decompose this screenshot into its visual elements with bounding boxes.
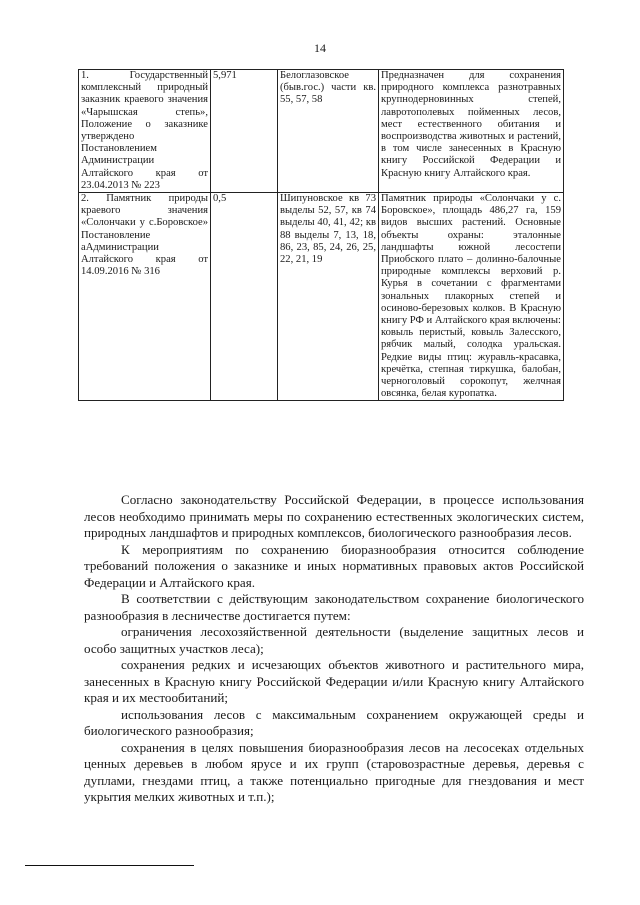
table-row (79, 193, 564, 401)
paragraph: использования лесов с максимальным сохранением окружающей среды и биологического разнообразия; (84, 706, 584, 738)
purpose-cell: Памятник природы «Солончаки у с. Боровское», площадь 486,27 га, 159 видов высших растений. Основные объекты охраны: эталонные ландшафты южной лесостепи Приобского плато – долинно-балочные природные комплексы верховий р. Курья в сочетании с фрагментами зональных плакорных степей и осиново-березовых колков. В Красную книгу РФ и Алтайского края включены: ковыль перистый, ковыль Залесского, рябчик малый, солодка уральская. Редкие виды птиц: журавль-красавка, кречётка, степная тиркушка, балобан, черноголовый сорокопут, желчная овсянка, белая куропатка. (379, 193, 564, 401)
table-row (79, 70, 564, 193)
paragraph: К мероприятиям по сохранению биоразнообразия относится соблюдение требований положения о заказнике и иных нормативных правовых актов Российской Федерации и Алтайского края. (84, 541, 584, 590)
location-cell: Белоглазовское (быв.гос.) части кв. 55, 57, 58 (278, 70, 379, 193)
area-name-cell: 1. Государственный комплексный природный заказник краевого значения «Чарышская степь», Положение о заказнике утверждено Постановлением Администрации Алтайского края от 23.04.2013 № 223 (79, 70, 211, 193)
paragraph: Согласно законодательству Российской Федерации, в процессе использования лесов необходимо принимать меры по сохранению естественных экологических систем, природных ландшафтов и природных комплексов, биологического разнообразия лесов. (84, 492, 584, 540)
paragraph: В соответствии с действующим законодательством сохранение биологического разнообразия в лесничестве достигается путем: (84, 591, 584, 623)
body-text (84, 492, 584, 806)
location-cell: Шипуновское кв 73 выделы 52, 57, кв 74 выделы 40, 41, 42; кв 88 выделы 7, 13, 18, 86, 23, 85, 24, 26, 25, 22, 21, 19 (278, 193, 379, 401)
area-size-cell: 0,5 (211, 193, 278, 401)
footer-rule (25, 865, 194, 866)
area-name-cell: 2. Памятник природы краевого значения «Солончаки у с.Боровское» Постановление аАдминистрации Алтайского края от 14.09.2016 № 316 (79, 193, 211, 401)
paragraph: сохранения редких и исчезающих объектов животного и растительного мира, занесенных в Красную книгу Российской Федерации и/или Красную книгу Алтайского края и их местообитаний; (84, 657, 584, 705)
paragraph: ограничения лесохозяйственной деятельности (выделение защитных лесов и особо защитных участков леса); (84, 624, 584, 656)
page-number: 14 (314, 41, 326, 55)
purpose-cell: Предназначен для сохранения природного комплекса разнотравных крупнодерновинных степей, лавротополевых пойменных лесов, мест естественного обитания и воспроизводства животных и растений, в том числе занесенных в Красную книгу Российской Федерации и Красную книгу Алтайского края. (379, 70, 564, 193)
paragraph: сохранения в целях повышения биоразнообразия лесов на лесосеках отдельных ценных деревьев в любом ярусе и их групп (старовозрастные деревья, деревья с дуплами, гнездами птиц, а также потенциально пригодные для гнездования и мест укрытия мелких животных и т.п.); (84, 739, 584, 804)
protected-areas-table (78, 69, 564, 401)
area-size-cell: 5,971 (211, 70, 278, 193)
